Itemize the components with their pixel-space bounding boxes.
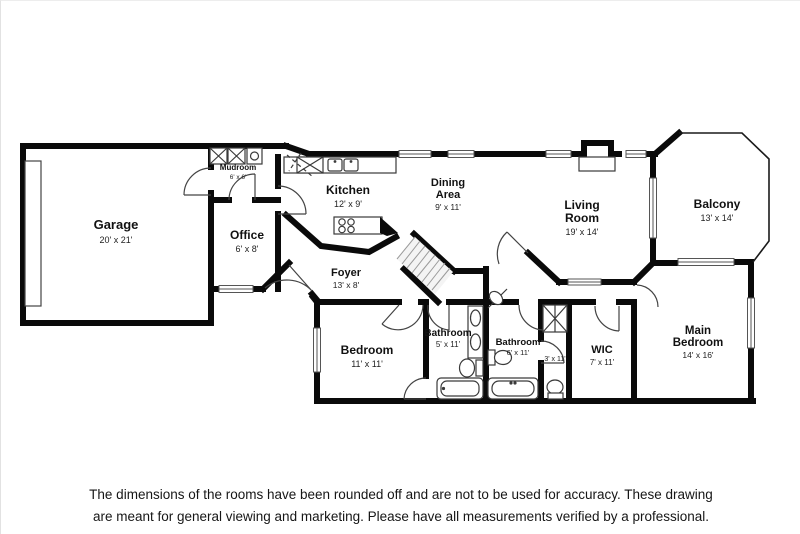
dryer-icon xyxy=(228,148,245,164)
svg-text:20' x 21': 20' x 21' xyxy=(99,235,133,245)
washer-icon xyxy=(210,148,227,164)
shower-icon xyxy=(543,305,567,332)
svg-text:WIC: WIC xyxy=(591,344,613,356)
disclaimer-text xyxy=(1,484,800,527)
svg-text:11' x 11': 11' x 11' xyxy=(351,359,383,369)
window xyxy=(650,178,657,238)
bathtub-icon xyxy=(488,378,538,399)
svg-text:13' x 14': 13' x 14' xyxy=(700,213,734,223)
island-end-wall xyxy=(380,217,398,236)
door-main-bedroom xyxy=(637,285,658,307)
sink-icon xyxy=(471,310,481,326)
window xyxy=(678,259,734,266)
toilet-icon xyxy=(547,380,563,399)
room-label-office xyxy=(230,228,264,254)
window xyxy=(314,328,321,372)
garage-door-icon xyxy=(25,161,41,306)
corner-sink-icon xyxy=(487,289,507,308)
room-label-garage xyxy=(94,217,139,245)
window xyxy=(219,286,253,293)
svg-text:5' x 11': 5' x 11' xyxy=(435,340,461,349)
room-label-main-bedroom xyxy=(673,325,723,360)
door-bedroom xyxy=(382,305,423,330)
sink-icon xyxy=(471,334,481,350)
svg-text:6' x 8': 6' x 8' xyxy=(235,244,259,254)
svg-text:9' x 11': 9' x 11' xyxy=(435,202,461,212)
door-living-hall xyxy=(497,232,528,264)
fireplace-icon xyxy=(579,157,615,171)
svg-text:Mudroom: Mudroom xyxy=(219,163,257,172)
svg-text:Bedroom: Bedroom xyxy=(672,337,724,349)
room-label-foyer xyxy=(331,267,362,290)
room-label-dining xyxy=(431,177,465,212)
svg-text:Bedroom: Bedroom xyxy=(340,343,394,357)
room-label-wic xyxy=(590,344,615,367)
room-label-bedroom xyxy=(341,343,394,369)
room-label-living xyxy=(564,198,599,237)
svg-text:Bathroom: Bathroom xyxy=(495,337,541,348)
floorplan-drawing xyxy=(1,1,800,461)
window xyxy=(448,151,474,158)
door-wic xyxy=(595,306,619,331)
svg-text:Balcony: Balcony xyxy=(693,197,741,211)
room-label-water-closet xyxy=(544,356,565,363)
svg-text:7' x 11': 7' x 11' xyxy=(589,358,615,367)
svg-text:Main: Main xyxy=(684,325,712,337)
window xyxy=(546,151,571,158)
disclaimer-line-1: The dimensions of the rooms have been rounded off and are not to be used for accuracy. These drawing xyxy=(89,487,713,502)
room-label-bathroom1 xyxy=(424,328,471,349)
svg-text:Garage: Garage xyxy=(93,217,139,232)
bathtub-icon xyxy=(437,378,483,399)
room-label-kitchen xyxy=(326,183,370,209)
window xyxy=(626,151,646,158)
svg-text:13' x 8': 13' x 8' xyxy=(332,280,360,290)
svg-text:Living: Living xyxy=(564,198,600,212)
svg-text:6' x 11': 6' x 11' xyxy=(506,348,530,357)
svg-text:Bathroom: Bathroom xyxy=(424,328,472,339)
cased-opening xyxy=(568,279,601,285)
door-garage-mudroom xyxy=(184,168,211,195)
svg-text:6' x 6': 6' x 6' xyxy=(229,174,247,181)
svg-text:14' x 16': 14' x 16' xyxy=(682,350,714,360)
svg-text:Foyer: Foyer xyxy=(331,267,361,279)
window xyxy=(399,151,431,158)
window xyxy=(748,298,755,348)
svg-text:19' x 14': 19' x 14' xyxy=(565,227,599,237)
dishwasher-icon xyxy=(297,157,323,173)
svg-text:12' x 9': 12' x 9' xyxy=(334,199,362,209)
door-bathroom1 xyxy=(428,305,449,330)
svg-text:Dining: Dining xyxy=(430,177,466,189)
laundry-sink-icon xyxy=(247,148,262,164)
disclaimer-line-2: are meant for general viewing and marketing. Please have all measurements verified by a professional. xyxy=(92,508,710,524)
svg-text:3' x 11': 3' x 11' xyxy=(544,356,566,363)
room-label-balcony xyxy=(694,197,741,223)
door-mudroom-kitchen xyxy=(278,186,306,214)
door-bedroom-bathroom1 xyxy=(404,378,426,399)
toilet-icon xyxy=(460,359,484,377)
svg-text:Office: Office xyxy=(229,228,265,242)
svg-text:Area: Area xyxy=(435,189,461,201)
svg-text:Room: Room xyxy=(565,211,599,225)
room-label-mudroom xyxy=(220,163,256,181)
svg-text:Kitchen: Kitchen xyxy=(325,183,371,197)
